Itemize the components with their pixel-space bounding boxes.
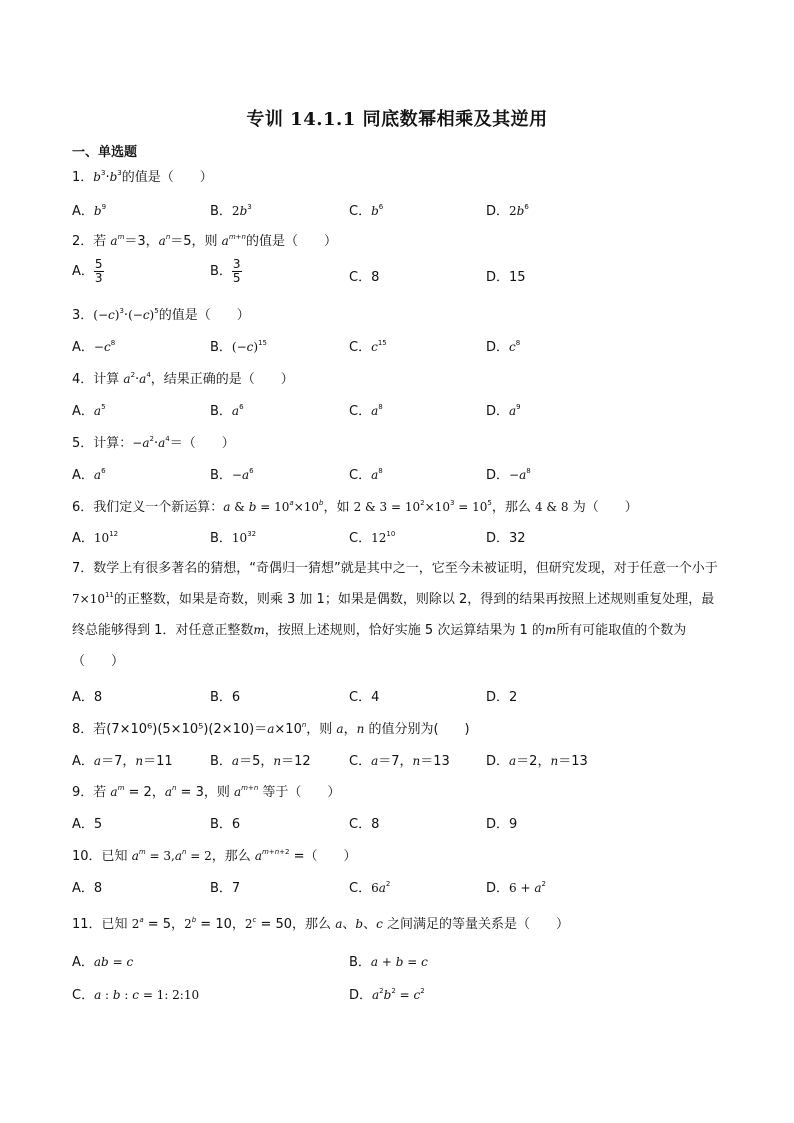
option-a[interactable]: A．5: [72, 817, 103, 832]
section-heading: 一、单选题: [72, 145, 138, 160]
option-b[interactable]: B．$10^{32}$: [210, 530, 257, 546]
question-9-options: [72, 813, 732, 833]
question-8-options: [72, 750, 732, 770]
option-c[interactable]: C．$c^{15}$: [349, 339, 387, 355]
option-d[interactable]: D．$a^9$: [486, 403, 521, 419]
option-b[interactable]: B．$-a^6$: [210, 467, 254, 483]
question-3-options: [72, 336, 732, 356]
option-d[interactable]: D．32: [486, 531, 526, 546]
question-10: 10．已知 $a^m = 3,a^n = 2$，那么 $a^{m+n+2}$ =（ ）: [72, 848, 357, 864]
question-11-options-row1: [72, 951, 732, 971]
option-a[interactable]: A．8: [72, 690, 103, 705]
option-d[interactable]: D．a＝2，n＝13: [486, 754, 588, 769]
question-1-options: [72, 200, 732, 220]
option-b[interactable]: B．a + b = c: [349, 955, 428, 970]
question-3: 3．$(-c)^3\cdot(-c)^5$的值是（ ）: [72, 307, 250, 323]
question-4: 4．计算 $a^2\cdot a^4$，结果正确的是（ ）: [72, 371, 294, 387]
option-d[interactable]: D．2: [486, 690, 518, 705]
question-9: 9．若 $a^m = 2$，$a^n = 3$，则 $a^{m+n}$ 等于（ ）: [72, 784, 341, 800]
option-c[interactable]: C．$a^8$: [349, 403, 383, 419]
option-a[interactable]: A．$b^9$: [72, 203, 107, 219]
option-b[interactable]: B．a＝5，n＝12: [210, 754, 311, 769]
option-a[interactable]: A．$-c^8$: [72, 339, 116, 355]
option-a[interactable]: A．ab = c: [72, 955, 134, 970]
question-8: 8．若$(7\times 10^6)(5\times 10^5)(2\times 10)=a\times 10^n$，则 a，n 的值分别为( ): [72, 721, 470, 737]
option-b[interactable]: B．$2b^3$: [210, 203, 252, 219]
question-11: 11．已知 $2^a = 5$，$2^b = 10$，$2^c = 50$，那么 a、b、c 之间满足的等量关系是（ ）: [72, 916, 569, 932]
option-a[interactable]: A．a＝7，n＝11: [72, 754, 173, 769]
option-d[interactable]: D．$a^2b^2 = c^2$: [349, 987, 425, 1003]
question-6-options: [72, 527, 732, 547]
option-b[interactable]: B． $\frac{3}{5}$: [210, 257, 241, 285]
option-c[interactable]: C．$a^8$: [349, 467, 383, 483]
option-a[interactable]: A．$10^{12}$: [72, 530, 119, 546]
option-b[interactable]: B．$a^6$: [210, 403, 244, 419]
question-7: 7．数学上有很多著名的猜想，“奇偶归一猜想”就是其中之一，它至今未被证明，但研究发现，对于任意一个小于$7\times 10^{11}$的正整数，如果是奇数，则乘 3 加 1；如果是偶数，则除以 2，得到的结果再按照上述规则重复处理，最终总能够得到 1．对任意正整数m，按照上述规则，恰好实施 5 次运算结果为 1 的m所有可能取值的个数为（ ）: [72, 561, 718, 669]
option-d[interactable]: D．$c^8$: [486, 339, 521, 355]
option-a[interactable]: A．8: [72, 881, 103, 896]
question-2-options: [72, 258, 732, 292]
option-b[interactable]: B．6: [210, 817, 241, 832]
option-a[interactable]: A．$a^5$: [72, 403, 106, 419]
question-5-options: [72, 464, 732, 484]
question-4-options: [72, 400, 732, 420]
question-6: 6．我们定义一个新运算：a & $b = 10^a\times 10^b$，如 2 & $3 = 10^2\times 10^3 = 10^5$，那么 4 & 8 为（ ）: [72, 499, 638, 515]
option-d[interactable]: D．$6 + a^2$: [486, 880, 546, 896]
page-title: 专训 14.1.1 同底数幂相乘及其逆用: [246, 109, 548, 130]
option-d[interactable]: D．$2b^6$: [486, 203, 529, 219]
question-5: 5．计算：$-a^2\cdot a^4=$（ ）: [72, 435, 235, 451]
question-10-options: [72, 877, 732, 897]
option-d[interactable]: D．$-a^8$: [486, 467, 531, 483]
question-1: 1．$b^3\cdot b^3$的值是（ ）: [72, 169, 213, 185]
option-a[interactable]: A． $\frac{5}{3}$: [72, 257, 103, 285]
option-c[interactable]: C．$6a^2$: [349, 880, 391, 896]
question-2: 2．若 $a^m=3$，$a^n=5$，则 $a^{m+n}$的值是（ ）: [72, 233, 337, 249]
option-a[interactable]: A．$a^6$: [72, 467, 106, 483]
option-b[interactable]: B．7: [210, 881, 241, 896]
option-b[interactable]: B．$(-c)^{15}$: [210, 339, 268, 355]
option-d[interactable]: D．9: [486, 817, 518, 832]
question-11-options-row2: [72, 984, 732, 1004]
option-c[interactable]: C．8: [349, 270, 380, 285]
option-b[interactable]: B．6: [210, 690, 241, 705]
option-c[interactable]: C．$12^{10}$: [349, 530, 396, 546]
option-c[interactable]: C．a : b : c = 1: 2:10: [72, 988, 200, 1003]
option-c[interactable]: C．4: [349, 690, 380, 705]
option-d[interactable]: D．15: [486, 270, 526, 285]
option-c[interactable]: C．a＝7，n＝13: [349, 754, 450, 769]
question-7-options: [72, 686, 732, 706]
option-c[interactable]: C．8: [349, 817, 380, 832]
option-c[interactable]: C．$b^6$: [349, 203, 384, 219]
